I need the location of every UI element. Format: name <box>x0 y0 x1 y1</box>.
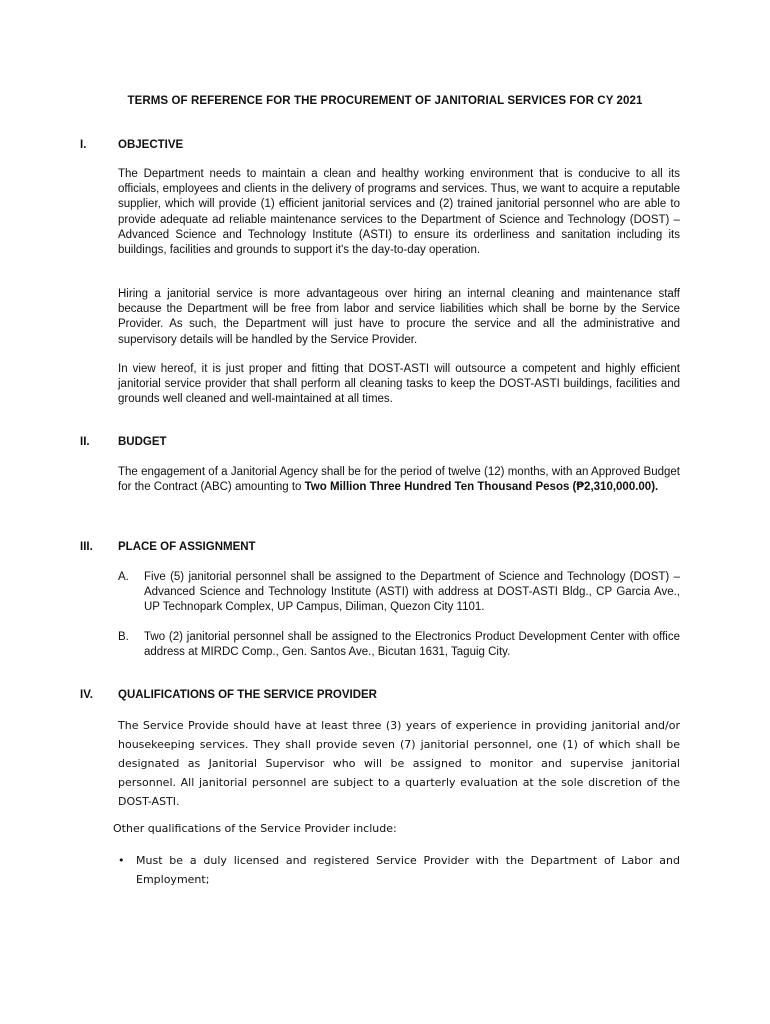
qualification-bullet <box>118 851 680 889</box>
bullet-icon: • <box>118 854 125 867</box>
objective-paragraph-3: In view hereof, it is just proper and fitting that DOST-ASTI will outsource a competent and highly efficient janitorial service provider that shall perform all cleaning tasks to keep the DOST-ASTI buildings, facilities and grounds well cleaned and well-maintained at all times. <box>118 363 680 406</box>
section-heading-qualifications: QUALIFICATIONS OF THE SERVICE PROVIDER <box>118 689 377 701</box>
section-heading-objective: OBJECTIVE <box>118 139 184 151</box>
budget-text: The engagement of a Janitorial Agency shall be for the period of twelve (12) months, with an Approved Budget for the Contract (ABC) amounting to <box>118 466 680 494</box>
place-item-label: A. <box>118 571 129 583</box>
objective-paragraph-1: The Department needs to maintain a clean and healthy working environment that is conducive to all its officials, employees and clients in the delivery of programs and services. Thus, we want to acquire a reputable supplier, which will provide (1) efficient janitorial services and (2) trained janitorial personnel who are able to provide adequate ad reliable maintenance services to the Department of Science and Technology (DOST) – Advanced Science and Technology Institute (ASTI) to ensure its orderliness and sanitation including its buildings, facilities and grounds to support it's the day-to-day operation. <box>118 168 680 257</box>
section-number-qualifications: IV. <box>80 689 94 701</box>
place-item-text: Two (2) janitorial personnel shall be assigned to the Electronics Product Development Center with office address at MIRDC Comp., Gen. Santos Ave., Bicutan 1631, Taguig City. <box>144 631 680 659</box>
document-title: TERMS OF REFERENCE FOR THE PROCUREMENT OF JANITORIAL SERVICES FOR CY 2021 <box>127 95 643 107</box>
other-qualifications-label: Other qualifications of the Service Provider include: <box>113 822 397 835</box>
budget-amount: Two Million Three Hundred Ten Thousand Pesos (₱2,310,000.00). <box>304 481 659 494</box>
qualifications-paragraph: The Service Provide should have at least three (3) years of experience in providing janitorial and/or housekeeping services. They shall provide seven (7) janitorial personnel, one (1) of which shall be designated as Janitorial Supervisor who will be assigned to monitor and supervise janitorial personnel. All janitorial personnel are subject to a quarterly evaluation at the sole discretion of the DOST-ASTI. <box>118 719 680 808</box>
bullet-text: Must be a duly licensed and registered Service Provider with the Department of Labor and Employment; <box>136 854 680 886</box>
section-number-budget: II. <box>80 436 90 448</box>
place-item-a <box>118 570 680 616</box>
budget-paragraph <box>118 465 680 495</box>
place-item-b <box>118 630 680 660</box>
section-number-place: III. <box>80 541 93 553</box>
section-heading-place: PLACE OF ASSIGNMENT <box>118 541 256 553</box>
place-item-label: B. <box>118 631 129 643</box>
section-number-objective: I. <box>80 139 87 151</box>
section-heading-budget: BUDGET <box>118 436 167 448</box>
objective-paragraph-2: Hiring a janitorial service is more advantageous over hiring an internal cleaning and maintenance staff because the Department will be free from labor and service liabilities which shall be borne by the Service Provider. As such, the Department will just have to procure the service and all the administrative and supervisory details will be handled by the Service Provider. <box>118 288 680 346</box>
place-item-text: Five (5) janitorial personnel shall be assigned to the Department of Science and Technology (DOST) – Advanced Science and Technology Institute (ASTI) with address at DOST-ASTI Bldg., CP Garcia Ave., UP Technopark Complex, UP Campus, Diliman, Quezon City 1101. <box>144 571 680 614</box>
